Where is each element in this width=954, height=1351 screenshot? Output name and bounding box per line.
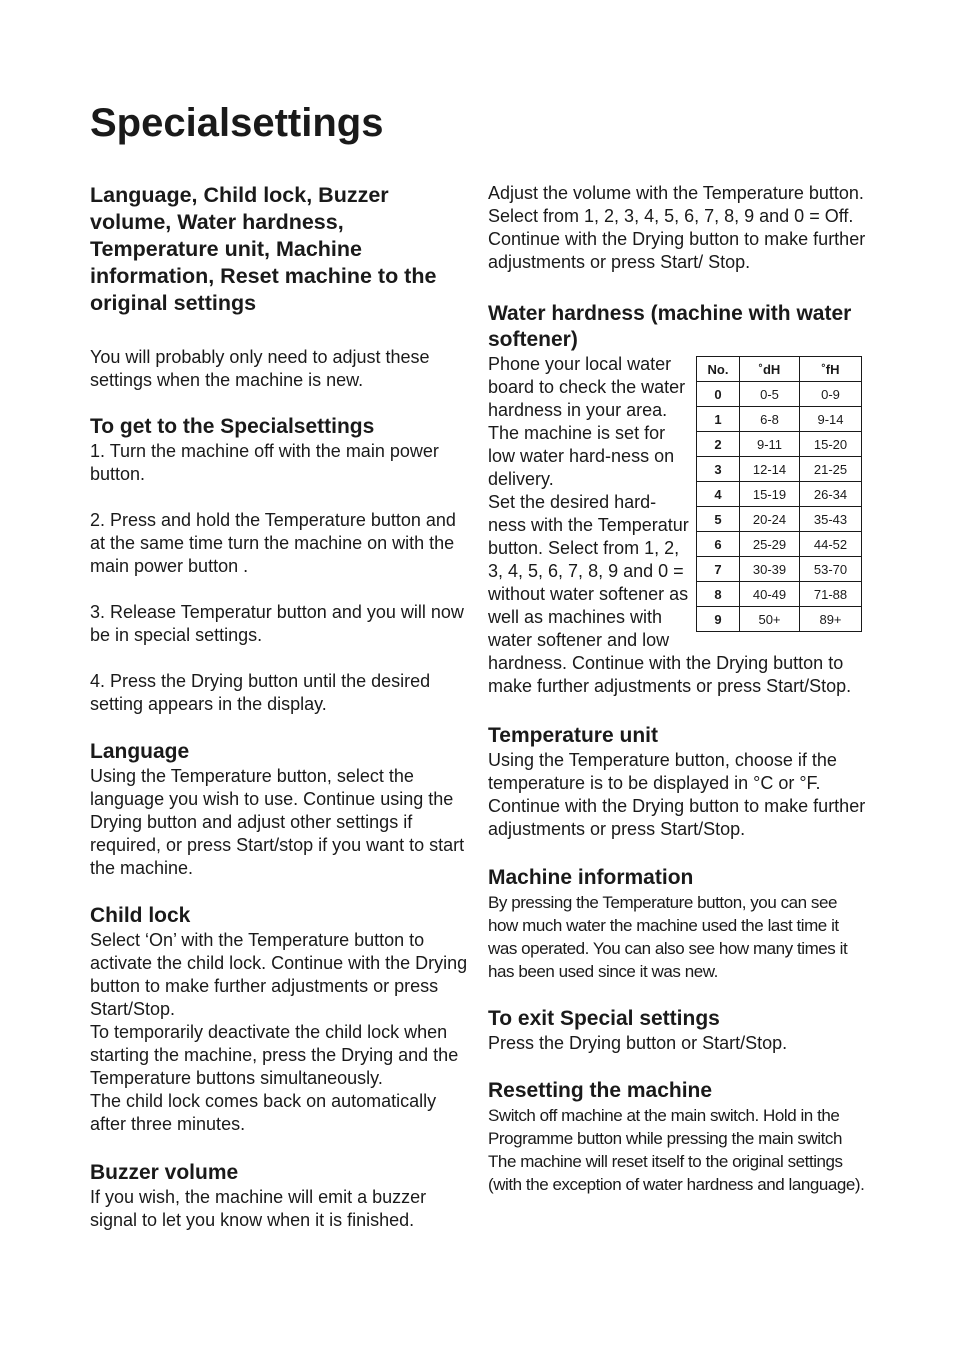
table-row [697,432,862,457]
hardness-cell-no: 8 [697,582,740,607]
intro-text: You will probably only need to adjust these settings when the machine is new. [90,347,430,390]
hardness-table-header-no: No. [697,357,740,382]
hardness-cell-fh: 44-52 [800,532,862,557]
hardness-cell-fh: 9-14 [800,407,862,432]
water-hardness-section [488,353,868,698]
hardness-cell-dh: 0-5 [740,382,800,407]
hardness-cell-no: 4 [697,482,740,507]
hardness-cell-fh: 71-88 [800,582,862,607]
hardness-cell-fh: 21-25 [800,457,862,482]
hardness-cell-dh: 9-11 [740,432,800,457]
machine-information-text: By pressing the Temperature button, you can see how much water the machine used the last time it was operated. You can also see how many times it has been used since it was new. [488,893,848,981]
buzzer-volume-continued-text: Adjust the volume with the Temperature button. Select from 1, 2, 3, 4, 5, 6, 7, 8, 9 and 0 = Off. Continue with the Drying button to make further adjustments or press Start/ Stop. [488,183,866,272]
resetting-machine-heading: Resetting the machine [488,1079,713,1102]
language-heading: Language [90,740,190,763]
hardness-cell-no: 5 [697,507,740,532]
hardness-cell-fh: 35-43 [800,507,862,532]
child-lock-heading: Child lock [90,904,191,927]
table-row [697,407,862,432]
hardness-cell-no: 7 [697,557,740,582]
hardness-cell-dh: 20-24 [740,507,800,532]
machine-information-heading: Machine information [488,866,694,889]
table-row [697,507,862,532]
hardness-cell-no: 9 [697,607,740,632]
exit-special-settings-text: Press the Drying button or Start/Stop. [488,1033,788,1053]
intro-heading: Language, Child lock, Buzzer volume, Water hardness, Temperature unit, Machine information, Reset machine to the original settings [90,183,437,315]
hardness-cell-dh: 25-29 [740,532,800,557]
hardness-table-body [697,382,862,632]
table-row [697,457,862,482]
language-text: Using the Temperature button, select the language you wish to use. Continue using the Drying button and adjust other settings if required, or press Start/stop if you want to start the machine. [90,766,465,878]
get-to-settings-heading: To get to the Specialsettings [90,415,375,438]
hardness-cell-fh: 53-70 [800,557,862,582]
water-hardness-heading: Water hardness (machine with water softener) [488,302,852,351]
table-row [697,582,862,607]
table-row [697,532,862,557]
hardness-cell-no: 6 [697,532,740,557]
table-row [697,557,862,582]
hardness-table [696,356,862,632]
hardness-cell-dh: 15-19 [740,482,800,507]
hardness-cell-fh: 0-9 [800,382,862,407]
hardness-table-header-row [697,357,862,382]
hardness-cell-fh: 15-20 [800,432,862,457]
child-lock-text: Select ‘On’ with the Temperature button to activate the child lock. Continue with the Drying button to make further adjustments or press Start/Stop. To temporarily deactivate the child lock when starting the machine, press the Drying and the Temperature buttons simultaneously. The child lock comes back on automatically after three minutes. [90,930,468,1134]
left-column [90,182,470,1232]
exit-special-settings-heading: To exit Special settings [488,1007,720,1030]
hardness-cell-dh: 30-39 [740,557,800,582]
hardness-cell-dh: 12-14 [740,457,800,482]
temperature-unit-heading: Temperature unit [488,724,658,747]
hardness-cell-fh: 26-34 [800,482,862,507]
step-4: 4. Press the Drying button until the desired setting appears in the display. [90,671,431,714]
hardness-cell-dh: 50+ [740,607,800,632]
hardness-table-header-dh: ˚dH [740,357,800,382]
step-1: 1. Turn the machine off with the main power button. [90,441,439,484]
hardness-table-header-fh: ˚fH [800,357,862,382]
right-column [488,182,868,1196]
hardness-cell-dh: 40-49 [740,582,800,607]
step-2: 2. Press and hold the Temperature button and at the same time turn the machine on with the main power button . [90,510,456,576]
temperature-unit-text: Using the Temperature button, choose if the temperature is to be displayed in °C or °F. Continue with the Drying button to make further adjustments or press Start/Stop. [488,750,866,839]
hardness-cell-no: 3 [697,457,740,482]
resetting-machine-text: Switch off machine at the main switch. Hold in the Programme button while pressing the main switch The machine will reset itself to the original settings (with the exception of water hardness and language). [488,1106,865,1194]
page-title: Specialsettings [90,101,384,145]
buzzer-volume-text: If you wish, the machine will emit a buzzer signal to let you know when it is finished. [90,1187,427,1230]
table-row [697,607,862,632]
hardness-cell-fh: 89+ [800,607,862,632]
step-3: 3. Release Temperatur button and you will now be in special settings. [90,602,464,645]
table-row [697,482,862,507]
hardness-cell-no: 0 [697,382,740,407]
hardness-cell-dh: 6-8 [740,407,800,432]
hardness-cell-no: 2 [697,432,740,457]
table-row [697,382,862,407]
hardness-cell-no: 1 [697,407,740,432]
water-hardness-text: Phone your local water board to check the water hardness in your area. The machine is set for low water hard-ness on delivery. Set the desired hard-ness with the Temperatur button. Select from 1, 2, 3, 4, 5, 6, 7, 8, 9 and 0 = without water softener as well as machines with water softener and low hardness. Continue with the Drying button to make further adjustments or press Start/Stop. [488,354,852,696]
buzzer-volume-heading: Buzzer volume [90,1161,239,1184]
